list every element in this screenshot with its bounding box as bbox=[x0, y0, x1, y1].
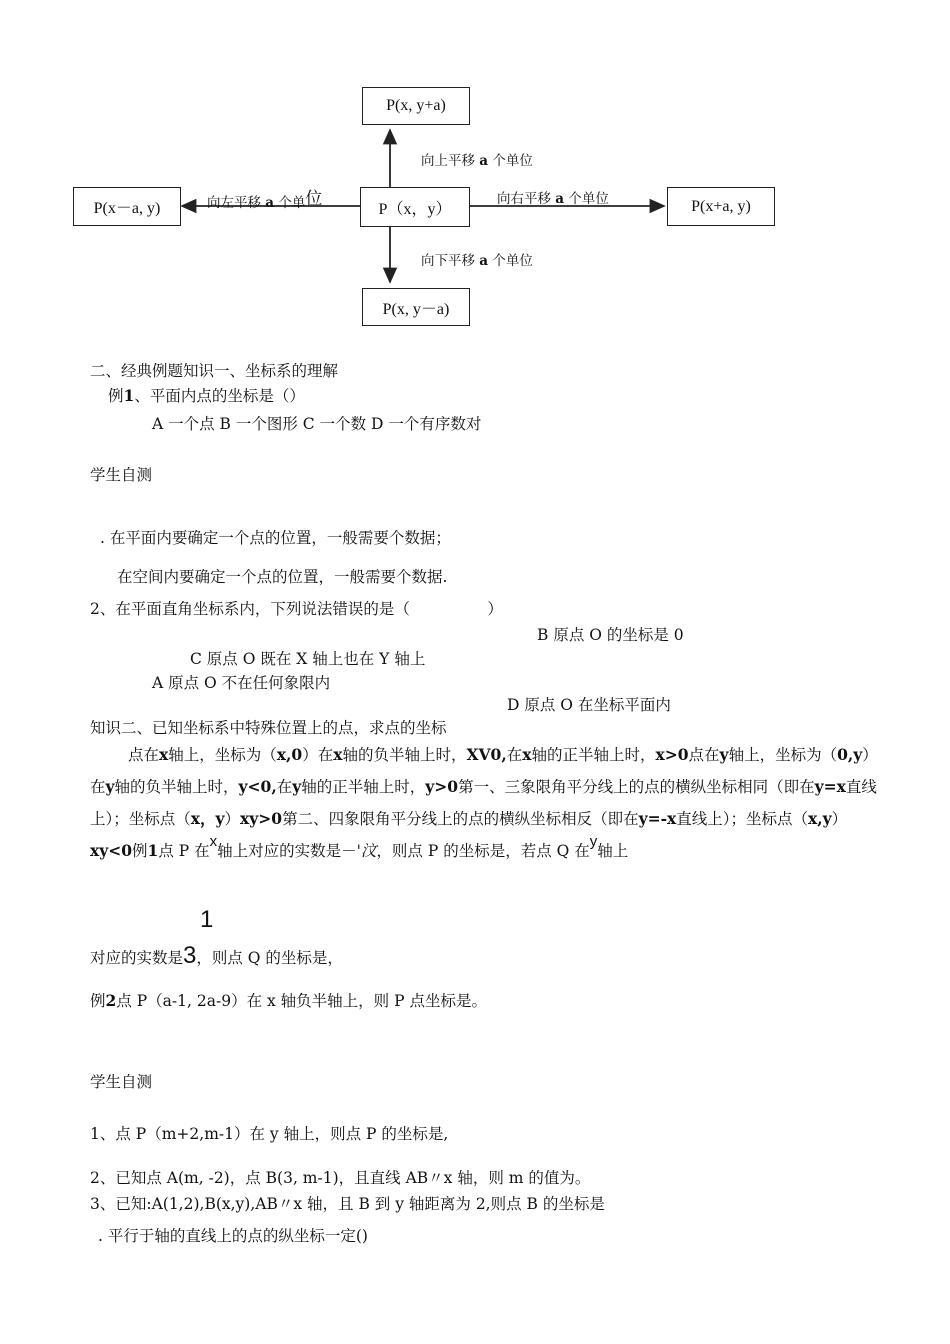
k2-t5: ）在 bbox=[302, 746, 334, 764]
up-label bbox=[421, 149, 533, 169]
self-test-q4: . 平行于轴的直线上的点的纵坐标一定() bbox=[98, 1227, 368, 1245]
ex2-b: 2 bbox=[105, 991, 117, 1010]
left-label-b: a bbox=[265, 195, 275, 211]
question-2: 2、在平面直角坐标系内，下列说法错误的是（ ） bbox=[90, 600, 503, 618]
k2-t23: 轴的正半轴上时， bbox=[301, 778, 426, 796]
left-label bbox=[207, 187, 322, 212]
question-plane: . 在平面内要确定一个点的位置，一般需要个数据； bbox=[100, 529, 451, 547]
self-test-q3: 3、已知:A(1,2),B(x,y),AB〃x 轴，且 B 到 y 轴距离为 2,则点 B 的坐标是 bbox=[90, 1195, 605, 1213]
knowledge-2-title: 知识二、已知坐标系中特殊位置上的点，求点的坐标 bbox=[90, 719, 447, 737]
right-label-b: a bbox=[555, 191, 565, 207]
k2-t4: x,0 bbox=[276, 745, 303, 764]
example-1 bbox=[108, 384, 305, 406]
k2-t30: xy>0 bbox=[240, 809, 283, 828]
knowledge-2-paragraph bbox=[90, 739, 880, 867]
k2-t35: ） bbox=[831, 810, 848, 828]
k2-t9: 在 bbox=[506, 746, 523, 764]
translation-diagram-arrows bbox=[0, 0, 950, 340]
right-label bbox=[497, 187, 609, 207]
question-2-option-d: D 原点 O 在坐标平面内 bbox=[507, 696, 671, 714]
question-2-option-a: A 原点 O 不在任何象限内 bbox=[152, 674, 331, 692]
q-corr-c: ，则点 Q 的坐标是， bbox=[196, 949, 343, 967]
k2-t44: y bbox=[589, 833, 598, 850]
k2-t10: x bbox=[522, 745, 532, 764]
k2-t7: 轴的负半轴上时， bbox=[342, 746, 467, 764]
up-label-b: a bbox=[479, 153, 489, 169]
k2-t32: y=-x bbox=[638, 809, 677, 828]
k2-t33: 直线上）；坐标点（ bbox=[676, 810, 809, 828]
k2-t24: y>0 bbox=[425, 777, 459, 796]
k2-t11: 轴的正半轴上时， bbox=[531, 746, 656, 764]
k2-t18: y bbox=[105, 777, 115, 796]
k2-t17: ）在 bbox=[90, 746, 878, 796]
k2-t31: 第二、四象限角平分线上的点的横纵坐标相反（即在 bbox=[282, 810, 639, 828]
example-2 bbox=[90, 989, 487, 1011]
k2-t45: 轴上 bbox=[597, 842, 629, 860]
down-label-a: 向下平移 bbox=[421, 253, 475, 269]
q-corr-a: 对应的实数是 bbox=[90, 949, 184, 967]
question-2-option-c: C 原点 O 既在 X 轴上也在 Y 轴上 bbox=[190, 650, 426, 668]
k2-t3: 轴上，坐标为（ bbox=[168, 746, 277, 764]
k2-t15: 轴上，坐标为（ bbox=[728, 746, 838, 764]
section-title: 二、经典例题知识一、坐标系的理解 bbox=[90, 362, 339, 380]
k2-t8: XV0, bbox=[466, 745, 507, 764]
question-corresponding bbox=[90, 942, 343, 970]
top-box: P(x, y+a) bbox=[362, 87, 470, 125]
k2-t6: x bbox=[333, 745, 343, 764]
k2-t27: 直线上）；坐标点（ bbox=[90, 778, 877, 828]
k2-t29: ） bbox=[224, 810, 241, 828]
k2-t38: 1 bbox=[147, 841, 159, 860]
right-label-c: 个单位 bbox=[568, 191, 609, 207]
up-label-c: 个单位 bbox=[492, 153, 533, 169]
k2-t37: 例 bbox=[132, 842, 148, 860]
k2-t20: y<0, bbox=[238, 777, 277, 796]
left-box: P(x－a, y) bbox=[73, 187, 181, 226]
self-test-q2: 2、已知点 A(m, -2)，点 B(3, m-1)，且直线 AB〃x 轴，则 m 的值为。 bbox=[90, 1169, 591, 1187]
k2-t16: 0,y bbox=[837, 745, 863, 764]
fraction-denominator: 3 bbox=[183, 942, 197, 969]
right-label-a: 向右平移 bbox=[497, 191, 551, 207]
up-label-a: 向上平移 bbox=[421, 153, 475, 169]
k2-t19: 轴的负半轴上时， bbox=[114, 778, 239, 796]
k2-t26: y=x bbox=[814, 777, 846, 796]
self-test-heading-1: 学生自测 bbox=[90, 466, 153, 484]
left-label-a: 向左平移 bbox=[207, 195, 261, 211]
down-label-c: 个单位 bbox=[492, 253, 533, 269]
question-2-option-b: B 原点 O 的坐标是 0 bbox=[537, 626, 684, 644]
ex1-b: 1 bbox=[123, 386, 135, 405]
k2-t25: 第一、三象限角平分线上的点的横纵坐标相同（即在 bbox=[458, 778, 815, 796]
k2-t13: 点在 bbox=[688, 746, 720, 764]
k2-t36: xy<0 bbox=[90, 841, 133, 860]
k2-t1: 点在 bbox=[128, 746, 160, 764]
down-label-b: a bbox=[479, 253, 489, 269]
ex2-c: 点 P（a-1, 2a-9）在 x 轴负半轴上，则 P 点坐标是。 bbox=[116, 992, 487, 1010]
left-label-c: 个单 bbox=[278, 195, 306, 211]
k2-t28: x，y bbox=[190, 809, 225, 828]
k2-t41: 轴上对应的实数是－' bbox=[217, 842, 361, 860]
down-label bbox=[421, 249, 533, 269]
k2-t40: x bbox=[209, 833, 218, 850]
fraction-numerator: 1 bbox=[200, 906, 214, 933]
k2-t42: 汶 bbox=[360, 842, 377, 860]
self-test-heading-2: 学生自测 bbox=[90, 1073, 153, 1091]
k2-t34: x,y bbox=[808, 809, 832, 828]
right-box: P(x+a, y) bbox=[667, 187, 775, 226]
k2-t2: x bbox=[159, 745, 169, 764]
k2-t39: 点 P 在 bbox=[158, 842, 210, 860]
ex2-a: 例 bbox=[90, 992, 106, 1010]
k2-t12: x>0 bbox=[655, 745, 689, 764]
k2-t43: ，则点 P 的坐标是，若点 Q 在 bbox=[376, 842, 590, 860]
k2-t14: y bbox=[719, 745, 729, 764]
ex1-c: 、平面内点的坐标是（） bbox=[134, 387, 305, 405]
k2-t21: 在 bbox=[276, 778, 293, 796]
k2-t22: y bbox=[292, 777, 302, 796]
bottom-box: P(x, y－a) bbox=[362, 288, 470, 326]
self-test-q1: 1、点 P（m+2,m-1）在 y 轴上，则点 P 的坐标是, bbox=[90, 1125, 449, 1143]
example-1-options: A 一个点 B 一个图形 C 一个数 D 一个有序数对 bbox=[152, 415, 482, 433]
left-label-d: 位 bbox=[305, 189, 323, 209]
center-box: P（x，y） bbox=[360, 187, 470, 227]
question-space: 在空间内要确定一个点的位置，一般需要个数据. bbox=[117, 568, 448, 586]
ex1-a: 例 bbox=[108, 387, 124, 405]
